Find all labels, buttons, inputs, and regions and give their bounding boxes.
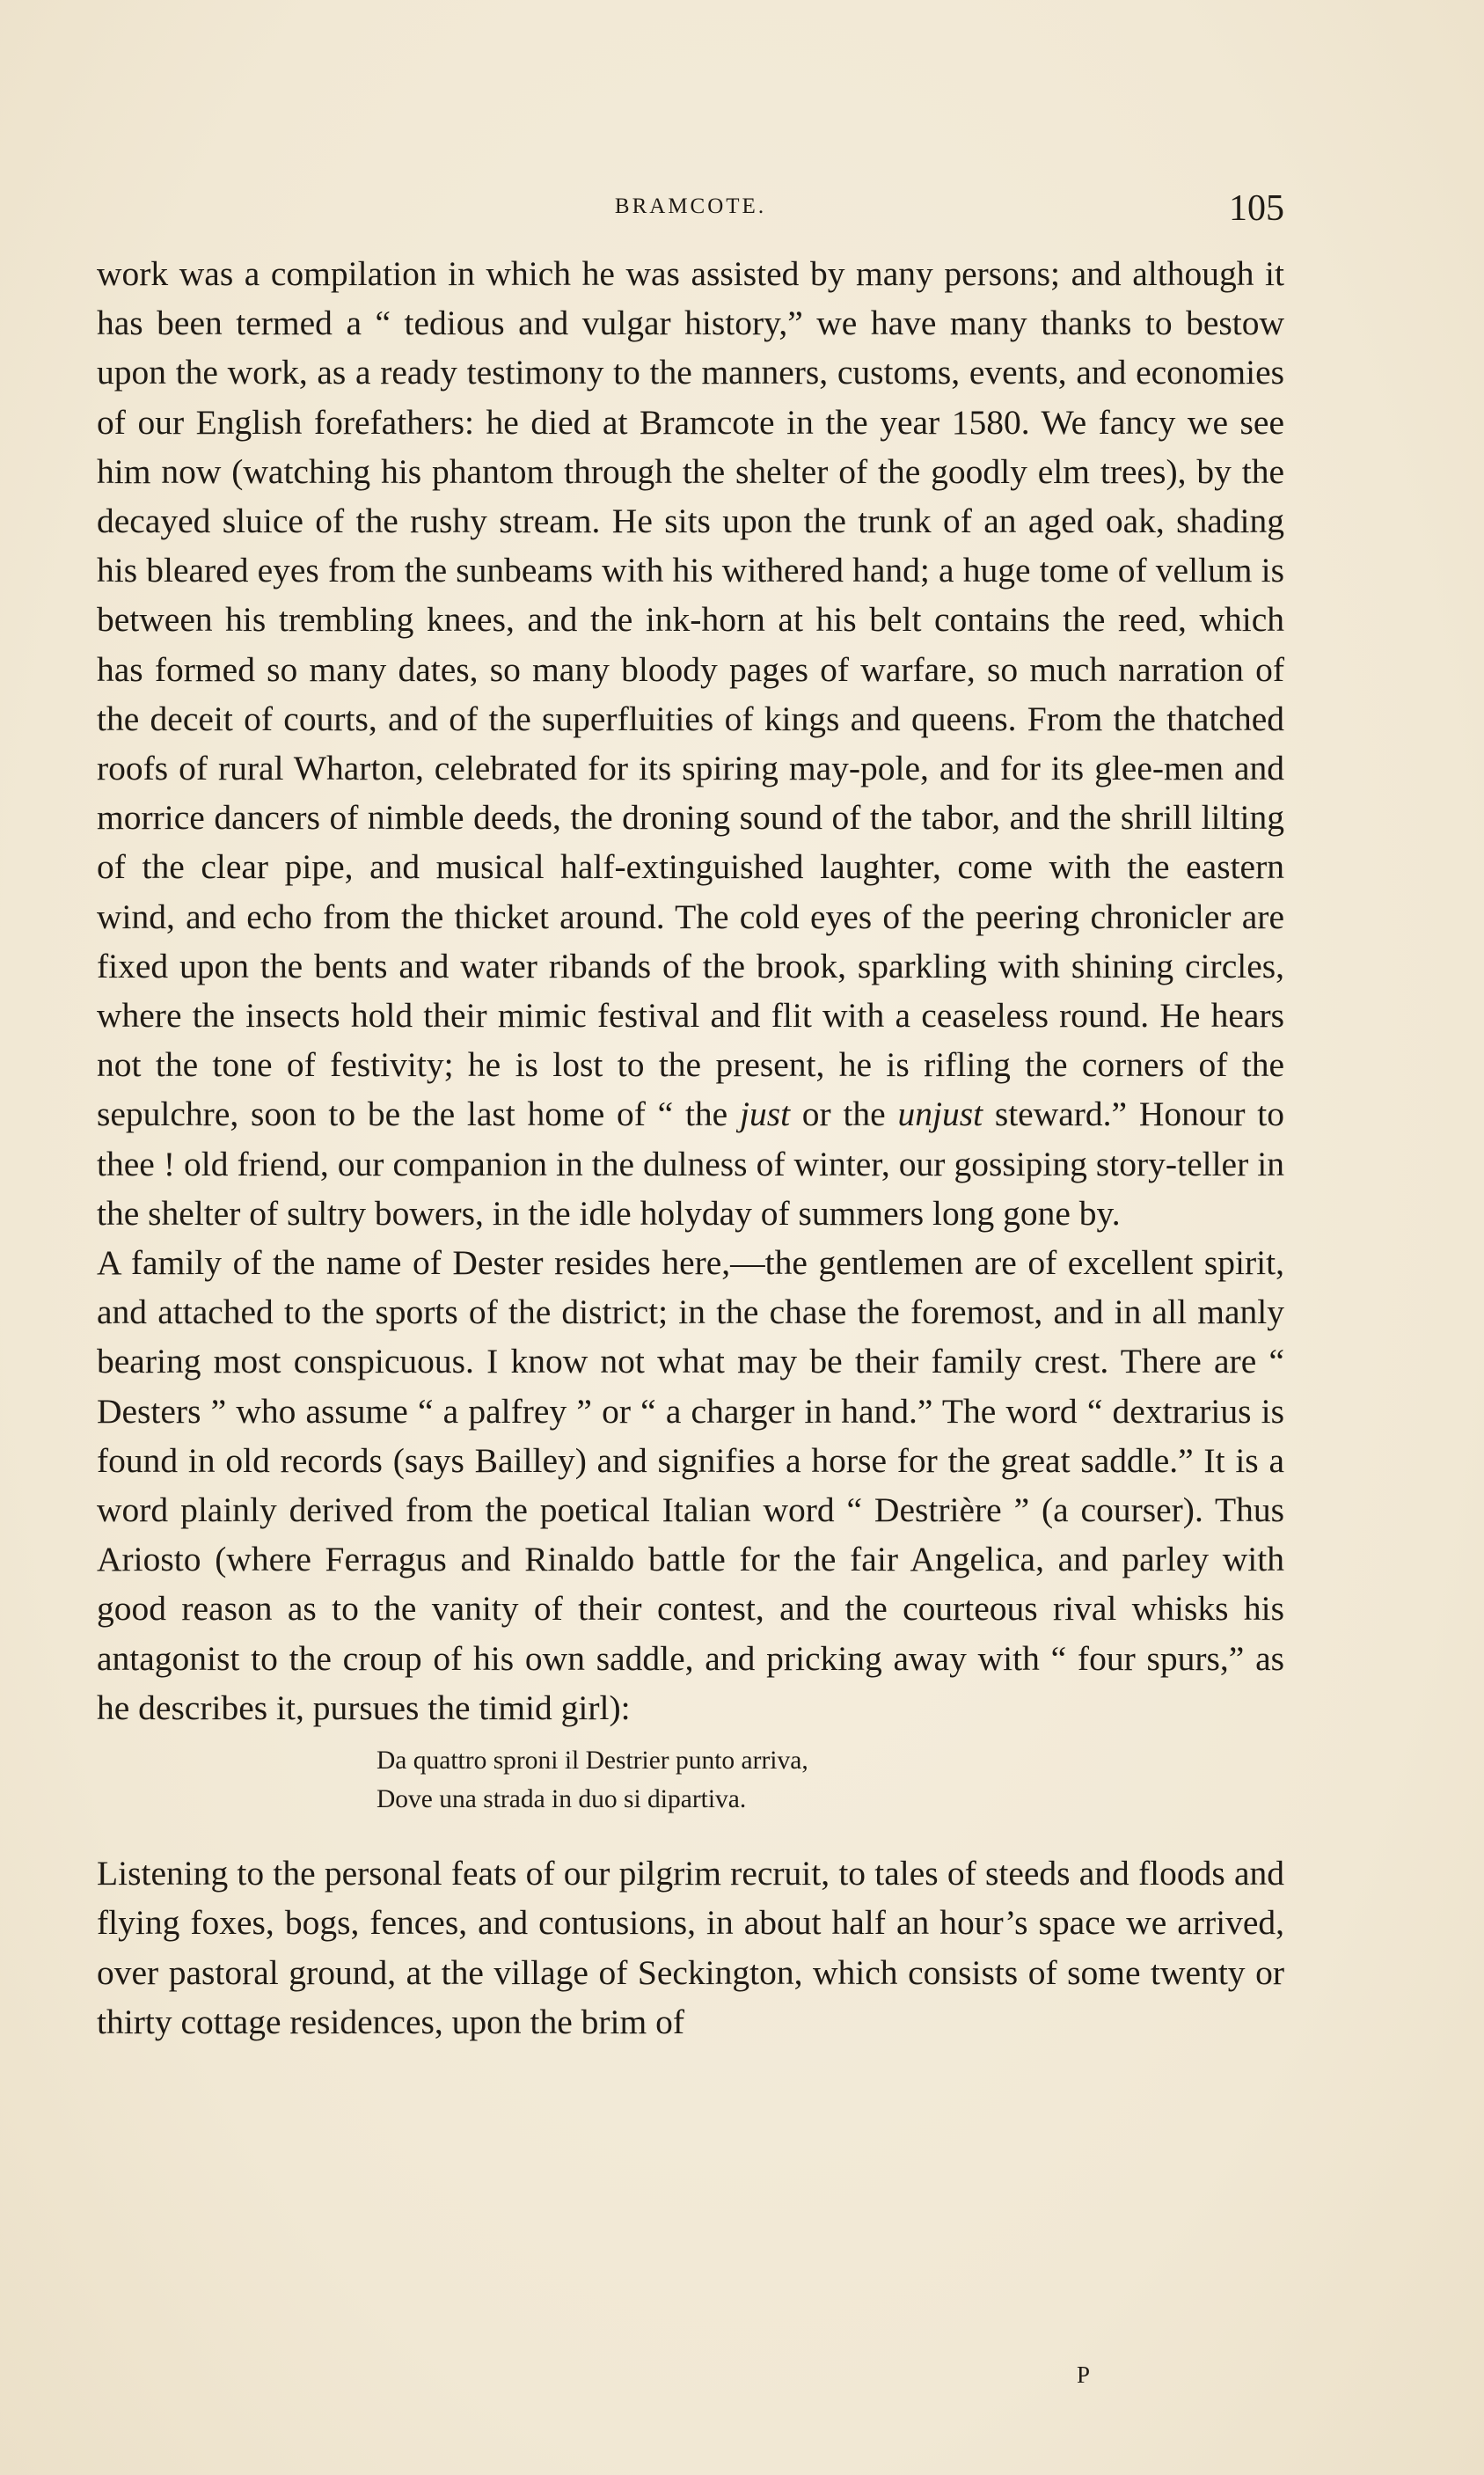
verse-line-2: Dove una strada in duo si dipartiva. (376, 1785, 747, 1814)
page-header (97, 187, 1284, 240)
paragraph-2 (97, 1238, 1284, 1732)
running-head: BRAMCOTE. (614, 194, 767, 218)
verse-line-1: Da quattro sproni il Destrier punto arriva, (376, 1746, 808, 1776)
text-segment: steward.” Honour to thee ! old friend, our companion in the dulness of winter, our gossiping story-teller in the shelter of sultry bowers, in the idle holyday of summers long gone by. (97, 1095, 1284, 1233)
body-text (97, 249, 1284, 2047)
verse-quotation (97, 1741, 1284, 1819)
italic-word-just: just (739, 1095, 791, 1134)
text-segment: A family of the name of Dester resides here,—the gentlemen are of excellent spirit, and attached to the sports of the district; in the chase the foremost, and in all manly bearing most conspicuous. I know not what may be their family crest. There are “ Desters ” who assume “ a palfrey ” or “ a charger in hand.” The word “ dextrarius is found in old records (says Bailley) and signifies a horse for the great saddle.” It is a word plainly derived from the poetical Italian word “ Destrière ” (a courser). Thus Ariosto (where Ferragus and Rinaldo battle for the fair Angelica, and parley with good reason as to the vanity of their contest, and the courteous rival whisks his antagonist to the croup of his own saddle, and pricking away with “ four spurs,” as he describes it, pursues the timid girl): (97, 1243, 1284, 1727)
italic-word-unjust: unjust (897, 1095, 983, 1134)
text-segment: or the (790, 1095, 898, 1134)
text-segment: work was a compilation in which he was assisted by many persons; and although it has been termed a “ tedious and vulgar history,” we have many thanks to bestow upon the work, as a ready testimony to the manners, customs, events, and economies of our English forefathers: he died at Bramcote in the year 1580. We fancy we see him now (watching his phantom through the shelter of the goodly elm trees), by the decayed sluice of the rushy stream. He sits upon the trunk of an aged oak, shading his bleared eyes from the sunbeams with his withered hand; a huge tome of vellum is between his trembling knees, and the ink-horn at his belt contains the reed, which has formed so many dates, so many bloody pages of warfare, so much narration of the deceit of courts, and of the superfluities of kings and queens. From the thatched roofs of rural Wharton, celebrated for its spiring may-pole, and for its glee-men and morrice dancers of nimble deeds, the droning sound of the tabor, and the shrill lilting of the clear pipe, and musical half-extinguished laughter, come with the eastern wind, and echo from the thicket around. The cold eyes of the peering chronicler are fixed upon the bents and water ribands of the brook, sparkling with shining circles, where the insects hold their mimic festival and flit with a ceaseless round. He hears not the tone of festivity; he is lost to the present, he is rifling the corners of the sepulchre, soon to be the last home of “ the (97, 254, 1284, 1134)
paragraph-1 (97, 249, 1284, 1238)
signature-mark: P (1077, 2362, 1092, 2388)
page-number: 105 (1229, 188, 1284, 229)
paragraph-3: Listening to the personal feats of our pilgrim recruit, to tales of steeds and floods and flying foxes, bogs, fences, and contusions, in about half an hour’s space we arrived, over pastoral ground, at the village of Seckington, which consists of some twenty or thirty cottage residences, upon the brim of (97, 1854, 1284, 2041)
